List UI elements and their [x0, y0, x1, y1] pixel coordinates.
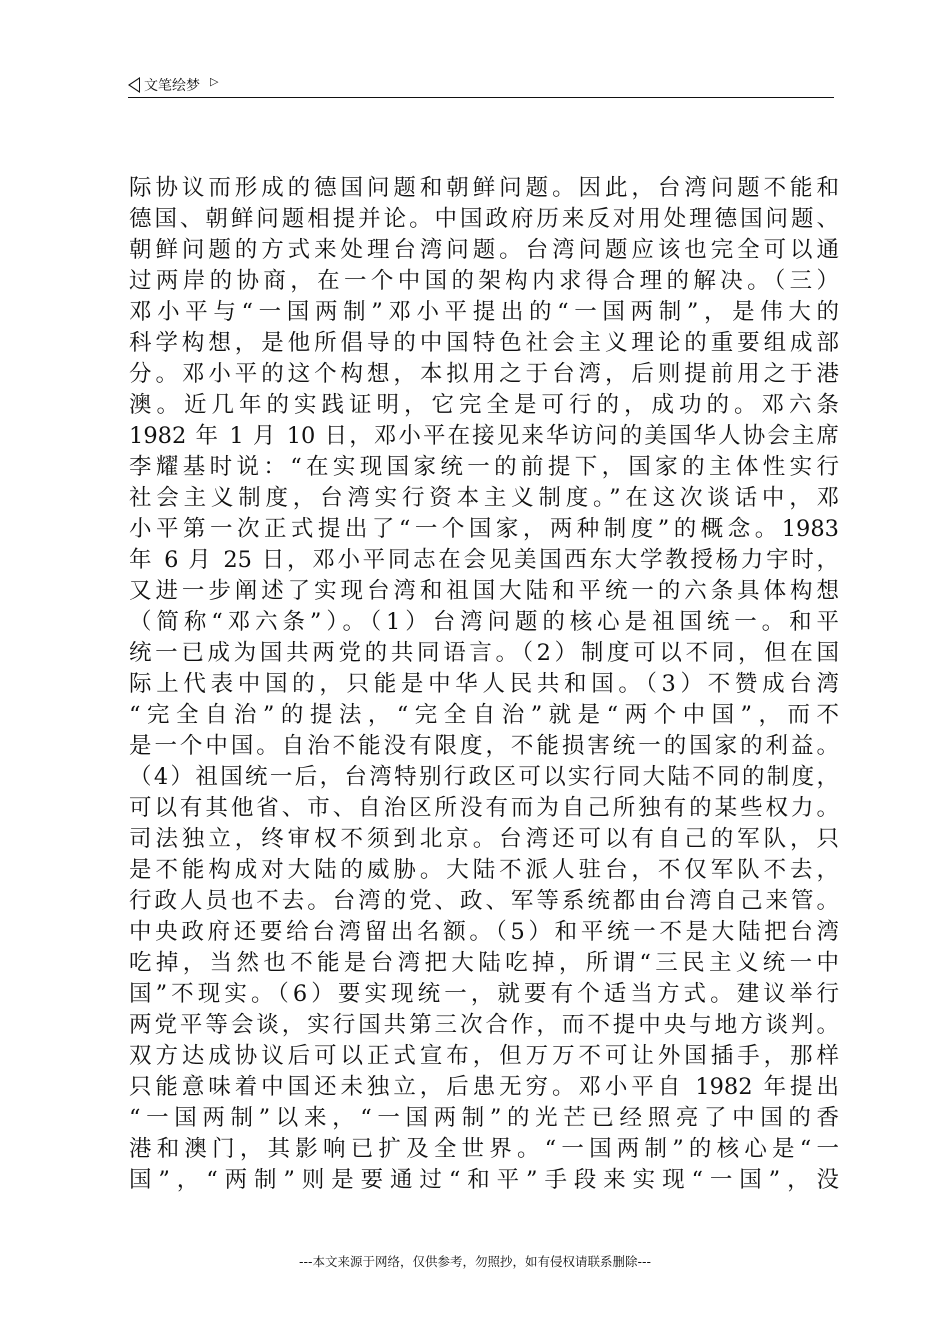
body-line: 行政人员也不去。台湾的党、政、军等系统都由台湾自己来管。 — [129, 888, 839, 914]
body-line: 科学构想，是他所倡导的中国特色社会主义理论的重要组成部 — [129, 330, 839, 356]
body-line: 小平第一次正式提出了“一个国家，两种制度”的概念。1983 — [129, 516, 839, 542]
body-line: 国”不现实。（6）要实现统一，就要有个适当方式。建议举行 — [129, 981, 839, 1007]
body-line: 可以有其他省、市、自治区所没有而为自己所独有的某些权力。 — [129, 795, 839, 821]
body-line: 统一已成为国共两党的共同语言。（2）制度可以不同，但在国 — [129, 640, 839, 666]
body-line: 国”，“两制”则是要通过“和平”手段来实现“一国”，没 — [129, 1167, 839, 1193]
document-body — [129, 173, 839, 1196]
body-line: 过两岸的协商，在一个中国的架构内求得合理的解决。（三） — [129, 268, 839, 294]
body-line: 年 6 月 25 日，邓小平同志在会见美国西东大学教授杨力宇时， — [129, 547, 839, 573]
body-line: “完全自治”的提法，“完全自治”就是“两个中国”，而不 — [129, 702, 839, 728]
body-line: 是一个中国。自治不能没有限度，不能损害统一的国家的利益。 — [129, 733, 839, 759]
page-footer: ---本文来源于网络，仅供参考，勿照抄，如有侵权请联系删除--- — [298, 1254, 652, 1269]
body-line: 1982 年 1 月 10 日，邓小平在接见来华访问的美国华人协会主席 — [129, 423, 839, 449]
body-line: 际上代表中国的，只能是中华人民共和国。（3）不赞成台湾 — [129, 671, 839, 697]
body-line: （简称“邓六条”）。（1）台湾问题的核心是祖国统一。和平 — [129, 609, 839, 635]
body-line: 分。邓小平的这个构想，本拟用之于台湾，后则提前用之于港 — [129, 361, 839, 387]
body-line: 双方达成协议后可以正式宣布，但万万不可让外国插手，那样 — [129, 1043, 839, 1069]
body-line: 中央政府还要给台湾留出名额。（5）和平统一不是大陆把台湾 — [129, 919, 839, 945]
body-line: 是不能构成对大陆的威胁。大陆不派人驻台，不仅军队不去， — [129, 857, 839, 883]
body-line: 朝鲜问题的方式来处理台湾问题。台湾问题应该也完全可以通 — [129, 237, 839, 263]
body-line: “一国两制”以来，“一国两制”的光芒已经照亮了中国的香 — [129, 1105, 839, 1131]
body-line: 又进一步阐述了实现台湾和祖国大陆和平统一的六条具体构想 — [129, 578, 839, 604]
body-line: 两党平等会谈，实行国共第三次合作，而不提中央与地方谈判。 — [129, 1012, 839, 1038]
body-line: 司法独立，终审权不须到北京。台湾还可以有自己的军队，只 — [129, 826, 839, 852]
body-line: 吃掉，当然也不能是台湾把大陆吃掉，所谓“三民主义统一中 — [129, 950, 839, 976]
body-line: 只能意味着中国还未独立，后患无穷。邓小平自 1982 年提出 — [129, 1074, 839, 1100]
body-line: 社会主义制度，台湾实行资本主义制度。”在这次谈话中，邓 — [129, 485, 839, 511]
body-line: 港和澳门，其影响已扩及全世界。“一国两制”的核心是“一 — [129, 1136, 839, 1162]
body-line: 际协议而形成的德国问题和朝鲜问题。因此，台湾问题不能和 — [129, 175, 839, 201]
body-line: 德国、朝鲜问题相提并论。中国政府历来反对用处理德国问题、 — [129, 206, 839, 232]
header-title: 文笔绘梦 — [144, 78, 200, 94]
body-line: 澳。近几年的实践证明，它完全是可行的，成功的。邓六条 — [129, 392, 839, 418]
left-triangle-icon — [128, 77, 140, 93]
right-triangle-icon: ▷ — [210, 74, 219, 88]
page-header — [128, 74, 218, 96]
header-divider — [128, 97, 834, 98]
body-line: 邓小平与“一国两制”邓小平提出的“一国两制”，是伟大的 — [129, 299, 839, 325]
body-line: 李耀基时说：“在实现国家统一的前提下，国家的主体性实行 — [129, 454, 839, 480]
body-line: （4）祖国统一后，台湾特别行政区可以实行同大陆不同的制度， — [129, 764, 839, 790]
